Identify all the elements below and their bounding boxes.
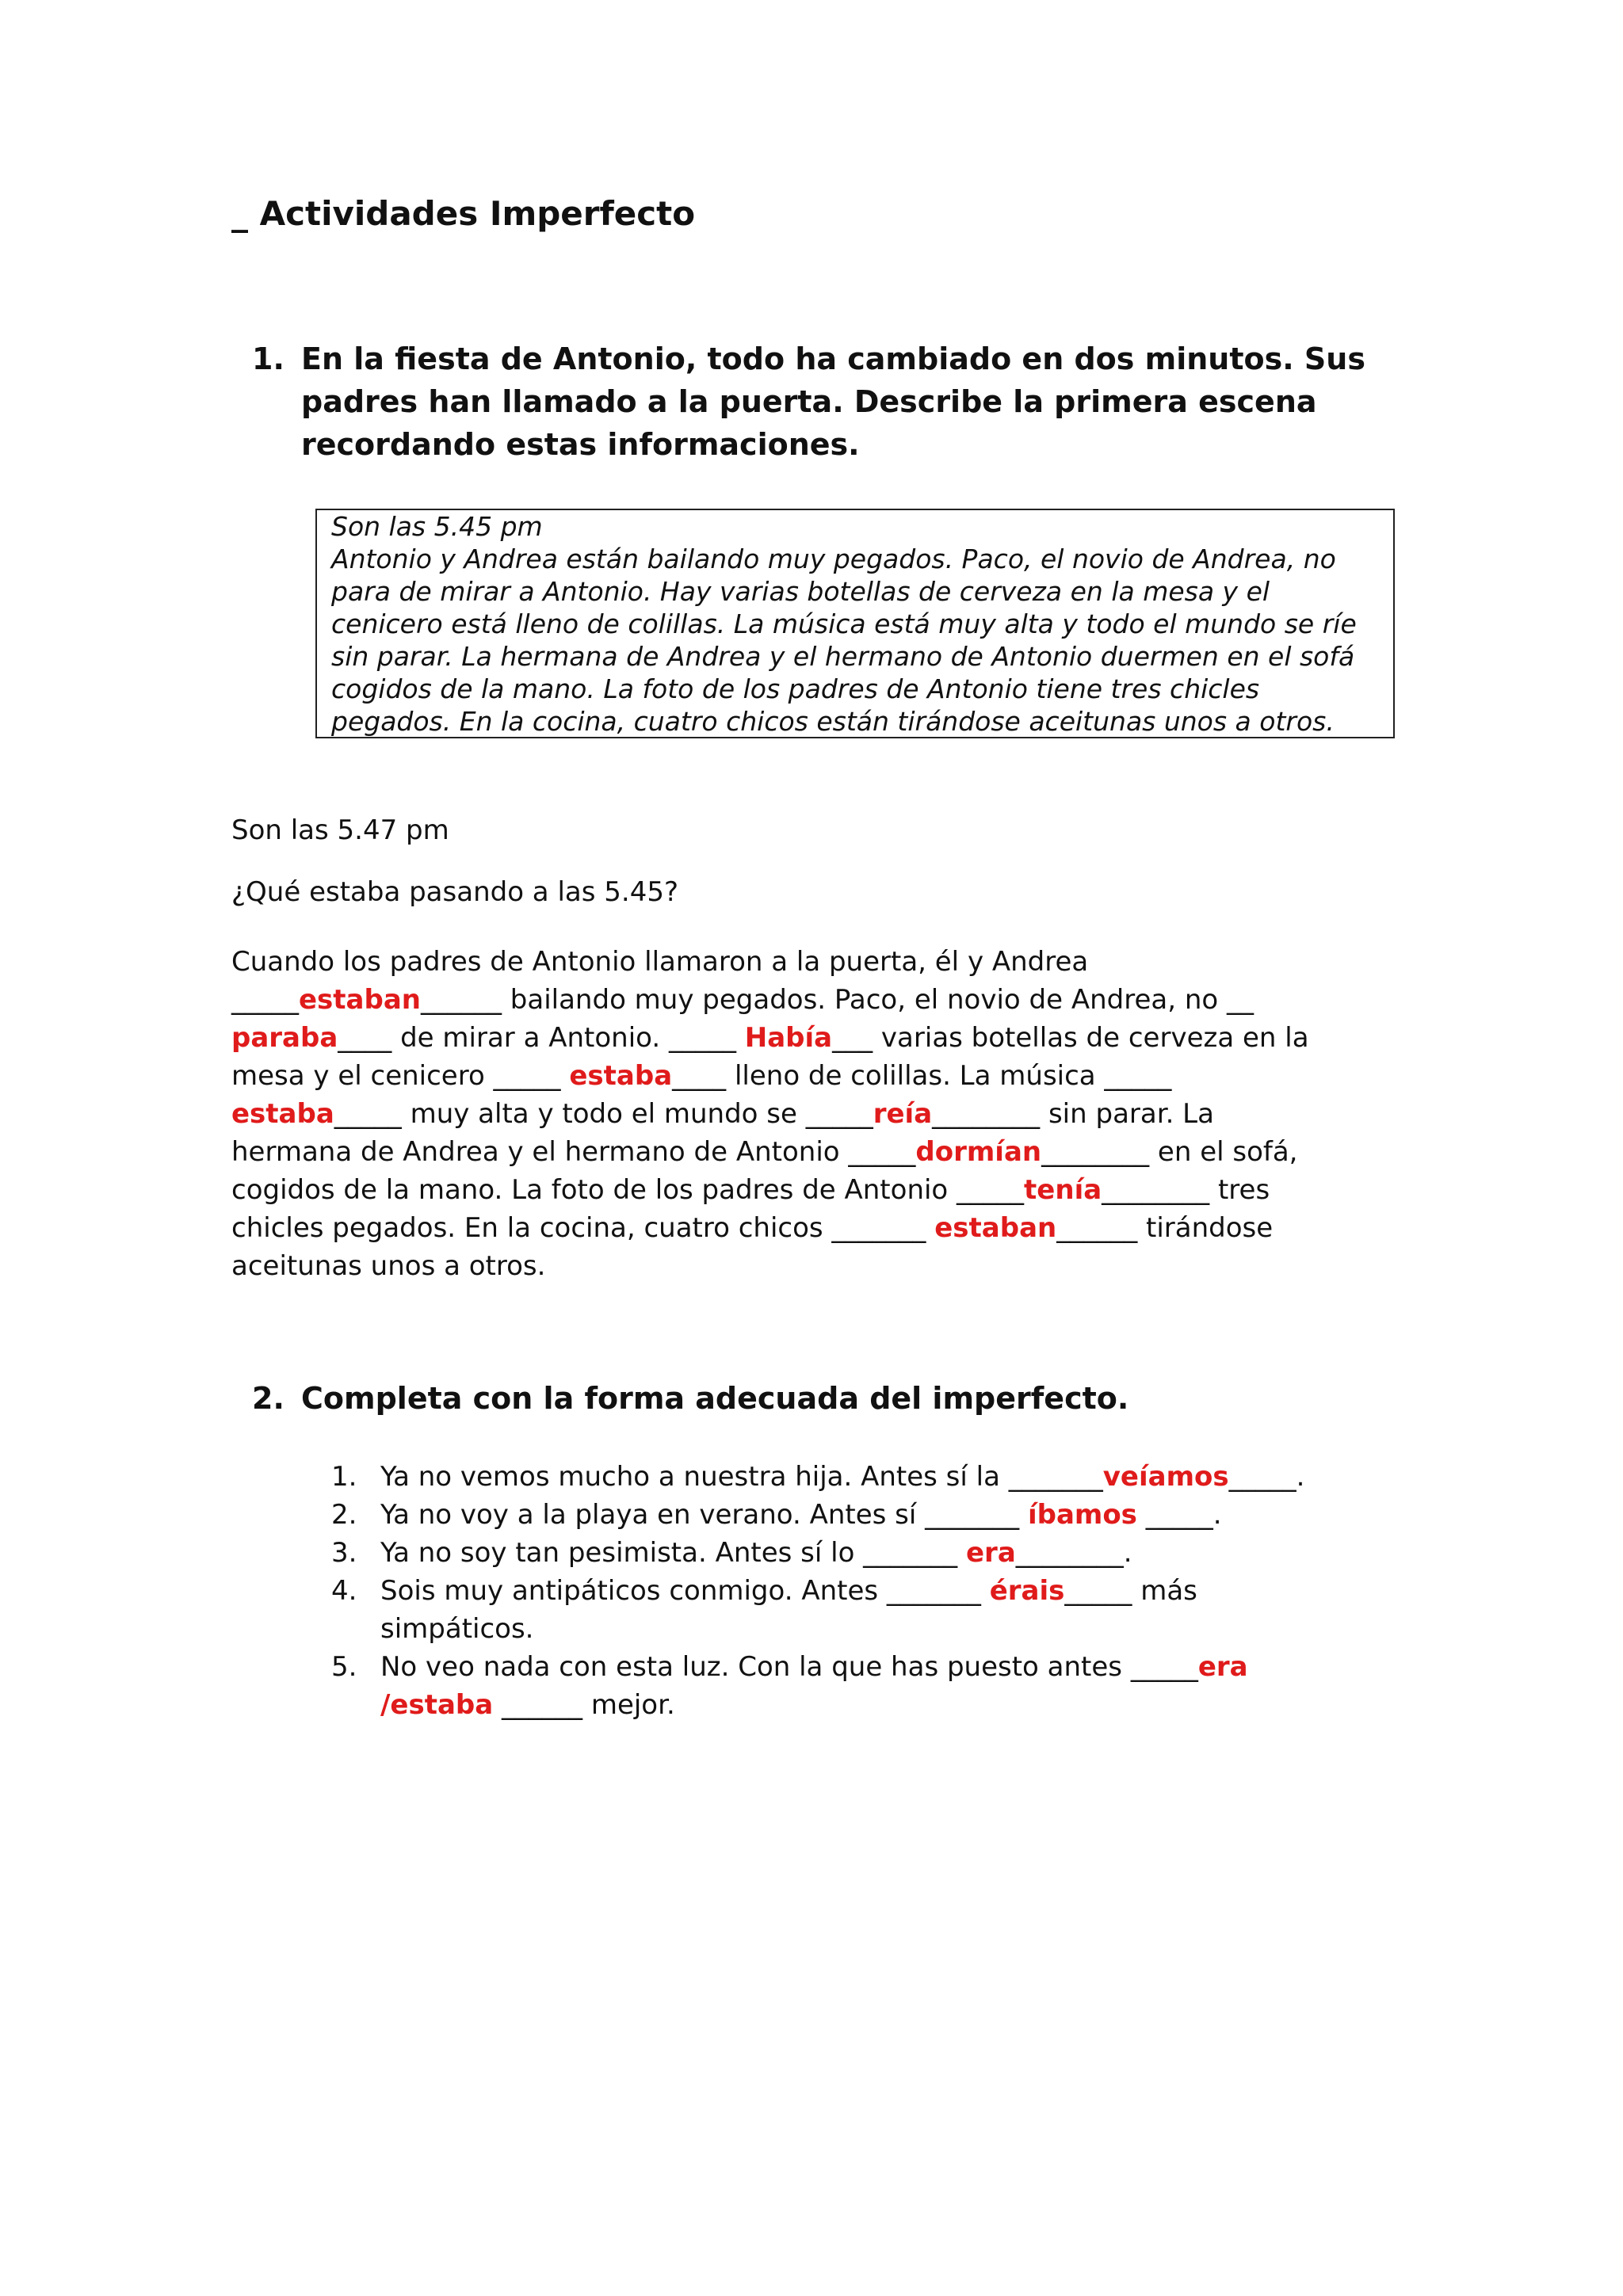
text-fragment: chicles pegados. En la cocina, cuatro chicos _______	[231, 1212, 935, 1244]
item-text-end: ______ mejor.	[493, 1689, 675, 1721]
answer-estaba-2: estaba	[231, 1098, 334, 1130]
item-answer: era	[1197, 1651, 1248, 1683]
question-1-text: En la fiesta de Antonio, todo ha cambiado en dos minutos. Sus padres han llamado a la puerta. Describe la primera escena recordando estas informaciones.	[301, 341, 1365, 462]
item-text-end: _____.	[1136, 1499, 1222, 1531]
item-answer-alt: /estaba	[380, 1689, 494, 1721]
paragraph-line-5	[231, 1095, 1388, 1133]
answer-habia: Había	[744, 1022, 833, 1054]
item-number: 4.	[331, 1575, 357, 1607]
question-2-number: 2.	[252, 1381, 285, 1416]
paragraph-line-2	[231, 981, 1388, 1019]
text-fragment: ____ de mirar a Antonio. _____	[338, 1022, 745, 1054]
scene-text: Antonio y Andrea están bailando muy pegados. Paco, el novio de Andrea, no para de mirar a Antonio. Hay varias botellas de cerveza en la mesa y el cenicero está lleno de colillas. La música está muy alta y todo el mundo se ríe sin parar. La hermana de Andrea y el hermano de Antonio duermen en el sofá cogidos de la mano. La foto de los padres de Antonio tiene tres chicles pegados. En la cocina, cuatro chicos están tirándose aceitunas unos a otros.	[331, 543, 1357, 737]
item-line	[380, 1496, 1409, 1534]
answer-estaban-2: estaban	[934, 1212, 1057, 1244]
item-text-end: ________.	[1015, 1537, 1132, 1569]
list-item	[331, 1534, 1409, 1572]
text-fragment: Cuando los padres de Antonio llamaron a la puerta, él y Andrea	[231, 946, 1089, 978]
scene-description-box	[315, 509, 1395, 738]
item-text: Ya no soy tan pesimista. Antes sí lo _______	[380, 1537, 966, 1569]
item-answer: érais	[989, 1575, 1065, 1607]
item-line-continued: simpáticos.	[380, 1613, 534, 1645]
text-fragment: _____ muy alta y todo el mundo se _____	[334, 1098, 873, 1130]
text-fragment: ______ tirándose	[1056, 1212, 1274, 1244]
text-fragment: ____ lleno de colillas. La música _____	[672, 1060, 1172, 1092]
item-answer: era	[966, 1537, 1016, 1569]
paragraph-line-8	[231, 1209, 1388, 1247]
item-answer: íbamos	[1027, 1499, 1137, 1531]
text-fragment: ______ bailando muy pegados. Paco, el novio de Andrea, no __	[420, 984, 1254, 1016]
question-1-number: 1.	[252, 341, 285, 376]
item-text: Ya no voy a la playa en verano. Antes sí _______	[380, 1499, 1028, 1531]
list-item	[331, 1496, 1409, 1534]
item-text: Sois muy antipáticos conmigo. Antes _______	[380, 1575, 990, 1607]
document-title: _ Actividades Imperfecto	[231, 194, 696, 233]
text-fragment: ________ sin parar. La	[932, 1098, 1214, 1130]
text-fragment: ________ tres	[1102, 1174, 1270, 1206]
answer-reia: reía	[873, 1098, 933, 1130]
item-line	[380, 1572, 1409, 1610]
item-text: Ya no vemos mucho a nuestra hija. Antes sí la _______	[380, 1461, 1103, 1493]
question-2-text: Completa con la forma adecuada del imperfecto.	[301, 1381, 1129, 1416]
list-item	[331, 1648, 1409, 1724]
item-text: No veo nada con esta luz. Con la que has puesto antes _____	[380, 1651, 1198, 1683]
answer-estaba-1: estaba	[569, 1060, 673, 1092]
blank: _____	[231, 984, 299, 1016]
item-text-end: _____ más	[1064, 1575, 1197, 1607]
item-number: 2.	[331, 1499, 357, 1531]
text-fragment: mesa y el cenicero _____	[231, 1060, 570, 1092]
text-fragment: ___ varias botellas de cerveza en la	[832, 1022, 1309, 1054]
question-1-heading	[252, 338, 1393, 466]
paragraph-line-9	[231, 1247, 1388, 1285]
text-fragment: cogidos de la mano. La foto de los padres de Antonio _____	[231, 1174, 1025, 1206]
text-fragment: aceitunas unos a otros.	[231, 1250, 546, 1282]
item-line	[380, 1534, 1409, 1572]
paragraph-line-7	[231, 1171, 1388, 1209]
paragraph-line-3	[231, 1019, 1388, 1057]
item-number: 5.	[331, 1651, 357, 1683]
answer-estaban: estaban	[299, 984, 421, 1016]
answer-tenia: tenía	[1024, 1174, 1102, 1206]
text-fragment: hermana de Andrea y el hermano de Antonio _____	[231, 1136, 916, 1168]
item-text-end: _____.	[1228, 1461, 1305, 1493]
answer-paragraph	[231, 943, 1388, 1285]
list-item	[331, 1458, 1409, 1496]
text-fragment: ________ en el sofá,	[1041, 1136, 1298, 1168]
paragraph-line-1	[231, 943, 1388, 981]
prompt-question: ¿Qué estaba pasando a las 5.45?	[231, 876, 679, 908]
item-number: 1.	[331, 1461, 357, 1493]
answer-dormian: dormían	[915, 1136, 1042, 1168]
item-number: 3.	[331, 1537, 357, 1569]
question-2-heading	[252, 1377, 1393, 1420]
second-time: Son las 5.47 pm	[231, 814, 449, 846]
exercise-list	[331, 1458, 1409, 1724]
paragraph-line-6	[231, 1133, 1388, 1171]
item-line-continued	[380, 1686, 1409, 1724]
paragraph-line-4	[231, 1057, 1388, 1095]
item-line	[380, 1648, 1409, 1686]
list-item	[331, 1572, 1409, 1648]
item-line	[380, 1458, 1409, 1496]
answer-paraba: paraba	[231, 1022, 338, 1054]
scene-time: Son las 5.45 pm	[331, 511, 543, 542]
item-answer: veíamos	[1102, 1461, 1229, 1493]
